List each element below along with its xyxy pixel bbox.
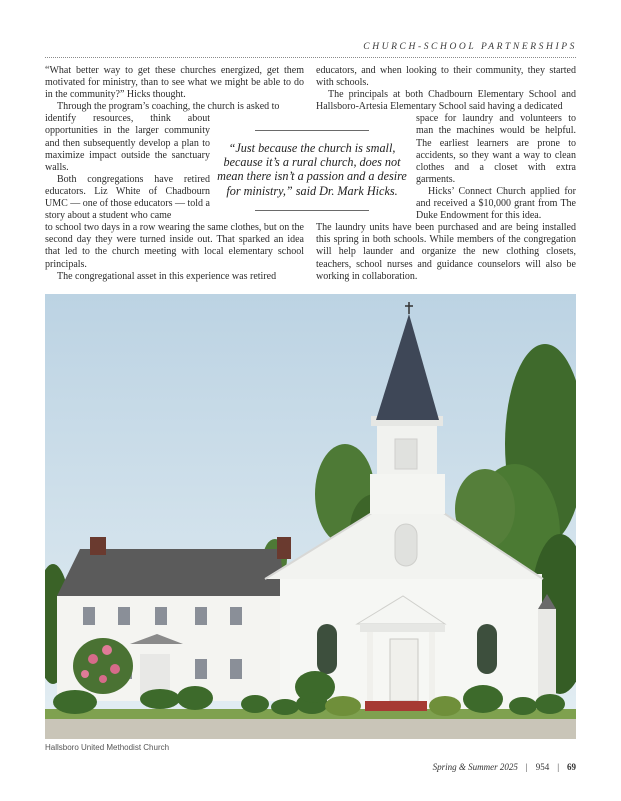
footer-separator: | — [557, 762, 559, 772]
photo-caption: Hallsboro United Methodist Church — [45, 743, 170, 752]
section-header: CHURCH-SCHOOL PARTNERSHIPS — [363, 42, 577, 52]
paragraph: space for laundry and volunteers to man the machines would be helpful. The earliest learners are prone to accidents, so they want a way to clean clothes and a closet with extra garments. — [416, 113, 576, 185]
paragraph: The congregational asset in this experience was retired — [57, 270, 277, 282]
church-photo — [45, 294, 576, 739]
paragraph: identify resources, think about opportunities in the larger community and then subsequently develop a plan to maximize impact outside the sanctuary walls. — [45, 113, 210, 173]
footer-magazine: 954 — [535, 762, 550, 772]
footer-separator: | — [525, 762, 528, 772]
pull-quote-text: “Just because the church is small, because it’s a rural church, does not mean there isn’t a passion and a desire for ministry,” said Dr. Mark Hicks. — [217, 141, 407, 198]
footer-issue: Spring & Summer 2025 — [432, 762, 518, 772]
crepe-myrtle-tree — [73, 638, 133, 694]
paragraph: The principals at both Chadbourn Elementary School and Hallsboro-Artesia Elementary School said having a dedicated — [316, 89, 576, 113]
header-divider — [45, 57, 576, 58]
page-number: 69 — [567, 762, 576, 772]
article-column-right — [316, 65, 576, 283]
paragraph: Both congregations have retired educators. Liz White of Chadbourn UMC — one of those educators — told a story about a student who came — [45, 173, 210, 222]
paragraph: educators, and when looking to their community, they started with schools. — [316, 65, 576, 89]
paragraph: to school two days in a row wearing the same clothes, but on the second day they were turned inside out. That sparked an idea that led to the church meeting with local elementary school principals. — [45, 222, 304, 270]
paragraph: Through the program’s coaching, the church is asked to — [57, 101, 280, 113]
paragraph: The laundry units have been purchased and are being installed this spring in both schools. While members of the congregation will help launder and organize the new clothing closets, teachers, school nurses and guidance counselors will also be working in collaboration. — [316, 222, 576, 282]
paragraph: Hicks’ Connect Church applied for and received a $10,000 grant from The Duke Endowment for this idea. — [416, 185, 576, 222]
paragraph: “What better way to get these churches energized, get them motivated for ministry, than to see what we might be able to do in the community?” Hicks thought. — [45, 65, 304, 101]
page-footer — [433, 762, 576, 772]
